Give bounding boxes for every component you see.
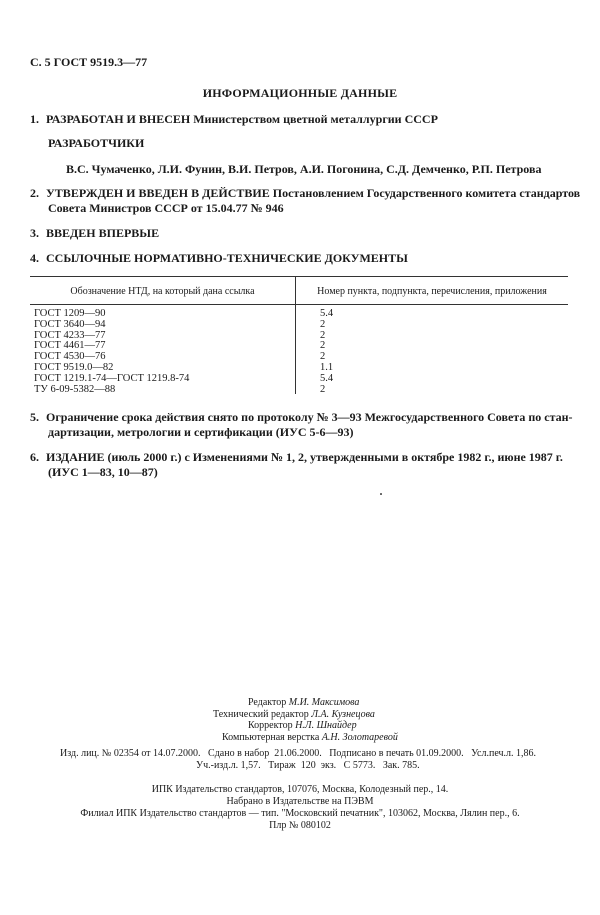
table-header-doc: Обозначение НТД, на который дана ссылка [70, 286, 255, 297]
developers-heading: РАЗРАБОТЧИКИ [48, 136, 145, 150]
editor-name: М.И. Максимова [288, 697, 360, 708]
section-5-number: 5. [30, 410, 39, 424]
table-cell-doc: ТУ 6-09-5382—88 [34, 383, 116, 395]
imprint-layout [200, 732, 420, 744]
corrector-name: Н.Л. Шнайдер [295, 720, 357, 731]
table-cell-doc: ГОСТ 3640—94 [34, 318, 106, 330]
section-4-number: 4. [30, 251, 39, 265]
section-5 [30, 410, 573, 440]
section-4 [30, 251, 408, 266]
page-header: С. 5 ГОСТ 9519.3—77 [30, 55, 148, 69]
section-4-heading: ССЫЛОЧНЫЕ НОРМАТИВНО-ТЕХНИЧЕСКИЕ ДОКУМЕНТЫ [46, 251, 408, 265]
developers-list: В.С. Чумаченко, Л.И. Фунин, В.И. Петров, А.И. Погонина, С.Д. Демченко, Р.П. Петрова [66, 162, 542, 176]
section-6-heading: ИЗДАНИЕ [46, 450, 105, 464]
table-cell-ref: 2 [320, 318, 326, 330]
section-6-number: 6. [30, 450, 39, 464]
table-cell-ref: 2 [320, 329, 326, 341]
imprint-plr: Плр № 080102 [269, 820, 331, 831]
section-3-heading: ВВЕДЕН ВПЕРВЫЕ [46, 226, 160, 240]
editor-label: Редактор [248, 697, 287, 708]
table-cell-doc: ГОСТ 4233—77 [34, 329, 106, 341]
section-1-text: Министерством цветной металлургии СССР [190, 112, 438, 126]
layout-name: А.Н. Золотаревой [321, 731, 398, 743]
table-cell-doc: ГОСТ 1219.1-74—ГОСТ 1219.8-74 [34, 372, 190, 384]
imprint-print-details-1: Изд. лиц. № 02354 от 14.07.2000. Сдано в набор 21.06.2000. Подписано в печать 01.09.2000. Усл.печ.л. 1,86. [60, 748, 537, 759]
table-cell-doc: ГОСТ 1209—90 [34, 308, 106, 319]
print-speck [380, 493, 382, 495]
section-1 [30, 112, 438, 127]
section-5-text-line1: Ограничение срока действия снято по протоколу № 3—93 Межгосударственного Совета по стан- [46, 410, 573, 424]
section-3-number: 3. [30, 226, 39, 240]
table-header-rule [30, 304, 568, 305]
table-cell-ref: 5.4 [320, 372, 334, 384]
section-2-heading: УТВЕРЖДЕН И ВВЕДЕН В ДЕЙСТВИЕ [46, 186, 270, 200]
section-2-text-line2: Совета Министров СССР от 15.04.77 № 946 [48, 201, 284, 215]
table-cell-doc: ГОСТ 4461—77 [34, 340, 106, 352]
table-cell-ref: 1.1 [320, 362, 334, 373]
imprint-branch: Филиал ИПК Издательство стандартов — тип. "Московский печатник", 103062, Москва, Лялин пер., 6. [80, 808, 520, 819]
section-1-number: 1. [30, 112, 39, 126]
table-body-divider [295, 304, 296, 394]
section-6 [30, 450, 563, 480]
section-2-text-line1: Постановлением Государственного комитета стандартов [269, 186, 581, 200]
table-cell-doc: ГОСТ 9519.0—82 [34, 362, 114, 373]
section-2-number: 2. [30, 186, 39, 200]
layout-label: Компьютерная верстка [222, 731, 320, 743]
section-2 [30, 186, 580, 216]
imprint-editor [200, 697, 420, 709]
imprint-typeset: Набрано в Издательстве на ПЭВМ [226, 796, 374, 807]
section-5-text-line2: дартизации, метрологии и сертификации (ИУС 5-6—93) [48, 425, 354, 439]
table-cell-ref: 2 [320, 351, 326, 363]
table-cell-ref: 5.4 [320, 308, 334, 319]
imprint-publisher: ИПК Издательство стандартов, 107076, Москва, Колодезный пер., 14. [151, 784, 449, 795]
table-top-rule [30, 276, 568, 277]
section-6-text-line2: (ИУС 1—83, 10—87) [48, 465, 158, 479]
imprint-credits [200, 697, 420, 743]
table-cell-ref: 2 [320, 340, 326, 352]
corrector-label: Корректор [248, 720, 293, 731]
section-1-heading: РАЗРАБОТАН И ВНЕСЕН [46, 112, 191, 126]
imprint-print-details-2: Уч.-изд.л. 1,57. Тираж 120 экз. С 5773. Зак. 785. [196, 760, 420, 771]
section-3 [30, 226, 159, 241]
tech-editor-name: Л.А. Кузнецова [311, 708, 375, 720]
tech-editor-label: Технический редактор [213, 708, 309, 720]
table-cell-ref: 2 [320, 383, 326, 395]
section-6-text-line1: (июль 2000 г.) с Изменениями № 1, 2, утвержденными в октябре 1982 г., июне 1987 г. [104, 450, 563, 464]
imprint-corrector [200, 720, 420, 732]
imprint-tech-editor [200, 709, 420, 721]
table-cell-doc: ГОСТ 4530—76 [34, 351, 106, 363]
page-title: ИНФОРМАЦИОННЫЕ ДАННЫЕ [202, 86, 398, 100]
table-header-ref: Номер пункта, подпункта, перечисления, приложения [317, 286, 547, 297]
